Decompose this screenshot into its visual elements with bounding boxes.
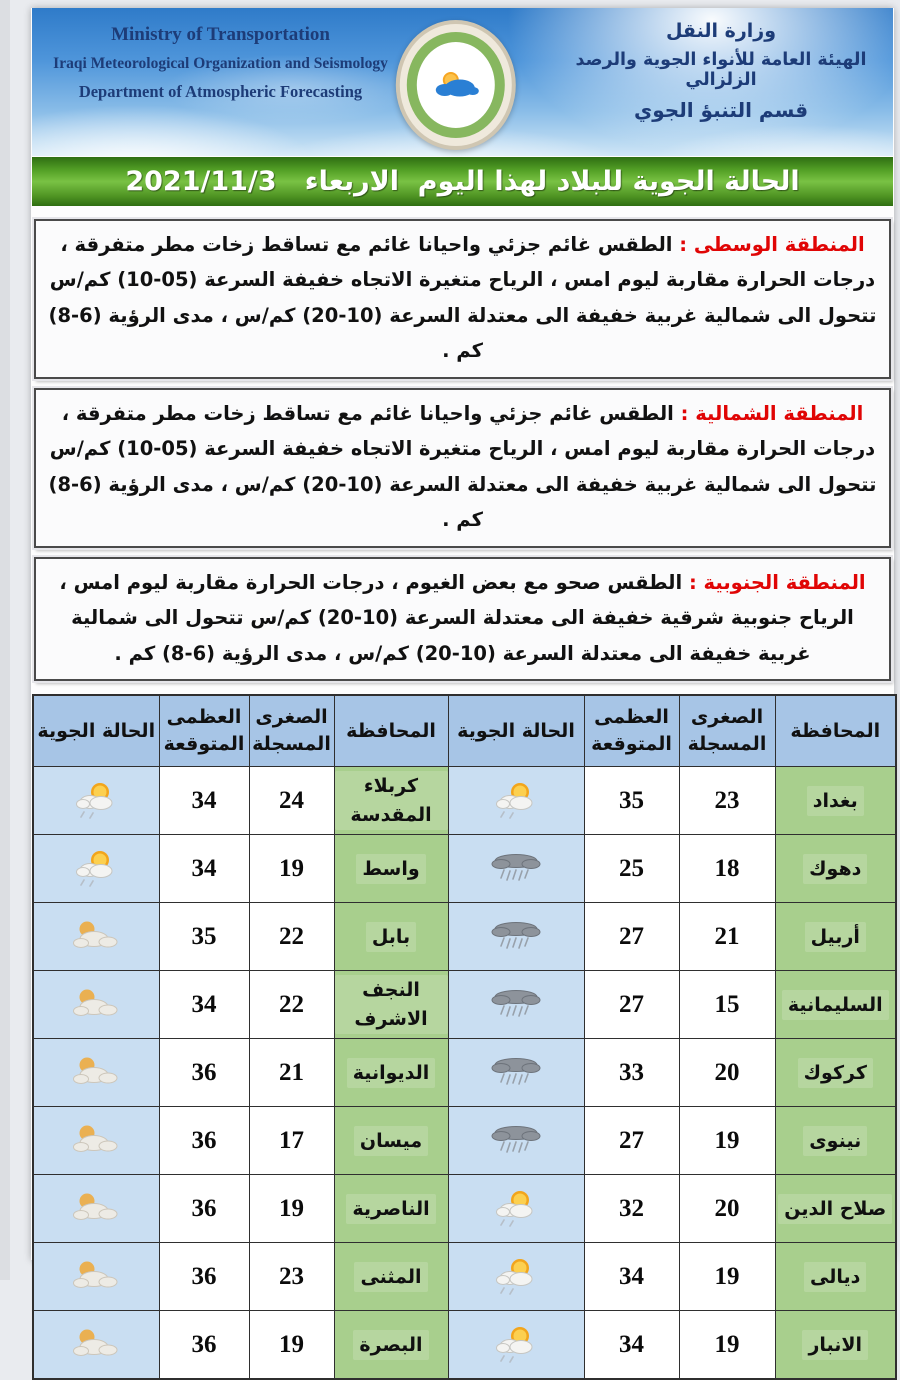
max-temp-cell: 34 xyxy=(159,767,249,835)
governorate-cell xyxy=(334,1243,448,1311)
mostly-cloudy-icon xyxy=(33,1039,159,1107)
min-temp-cell: 21 xyxy=(249,1039,334,1107)
region-forecasts xyxy=(31,206,894,681)
northern-region-text: الطقس غائم جزئي واحيانا غائم مع تساقط زخات مطر متفرقة ، درجات الحرارة مقاربة ليوم امس ، الرياح متغيرة الاتجاه خفيفة السرعة (05-10) كم/س تتحول الى شمالية غربية خفيفة الى معتدلة السرعة (10-20) كم/س ، مدى الرؤية (6-8) كم . xyxy=(48,401,877,532)
governorate-header: المحافظة xyxy=(775,695,896,767)
governorate-cell xyxy=(334,1311,448,1380)
organization-name-en: Iraqi Meteorological Organization and Seismology xyxy=(53,55,388,72)
logo-inner-circle xyxy=(406,32,504,138)
max-temp-cell: 27 xyxy=(584,971,679,1039)
governorate-cell xyxy=(334,1175,448,1243)
max-temp-cell: 36 xyxy=(159,1243,249,1311)
governorate-name: المثنى xyxy=(354,1262,427,1293)
governorate-name: الديوانية xyxy=(347,1058,436,1089)
min-temp-cell: 21 xyxy=(679,903,775,971)
governorate-name: النجف الاشرف xyxy=(335,975,448,1034)
rain-icon xyxy=(448,1039,584,1107)
min-temp-cell: 19 xyxy=(249,835,334,903)
max-temp-header: العظمى المتوقعة xyxy=(584,695,679,767)
table-row xyxy=(33,971,896,1039)
mostly-cloudy-icon xyxy=(33,971,159,1039)
governorate-cell xyxy=(775,1107,896,1175)
organization-name-english xyxy=(48,24,393,102)
central-region-forecast xyxy=(34,219,891,379)
min-temp-cell: 18 xyxy=(679,835,775,903)
governorate-name: بابل xyxy=(366,922,416,953)
rain-icon xyxy=(448,971,584,1039)
iraqi-meteorological-organization-logo xyxy=(395,20,515,150)
northern-region-label: المنطقة الشمالية : xyxy=(673,401,864,425)
max-temp-cell: 35 xyxy=(584,767,679,835)
forecast-table-section xyxy=(31,690,894,1380)
governorate-cell xyxy=(775,1039,896,1107)
table-row xyxy=(33,1107,896,1175)
min-temp-cell: 17 xyxy=(249,1107,334,1175)
governorate-cell xyxy=(334,1107,448,1175)
table-row xyxy=(33,1175,896,1243)
max-temp-cell: 34 xyxy=(159,971,249,1039)
mostly-cloudy-icon xyxy=(33,1107,159,1175)
min-temp-header: الصغرى المسجلة xyxy=(679,695,775,767)
max-temp-cell: 34 xyxy=(584,1243,679,1311)
max-temp-cell: 34 xyxy=(159,835,249,903)
sky-header-banner xyxy=(32,8,893,156)
governorate-cell xyxy=(334,903,448,971)
max-temp-header: العظمى المتوقعة xyxy=(159,695,249,767)
ministry-name-ar: وزارة النقل xyxy=(665,20,777,42)
table-row xyxy=(33,1039,896,1107)
governorate-name: ديالى xyxy=(804,1262,866,1293)
min-temp-cell: 19 xyxy=(679,1243,775,1311)
max-temp-cell: 36 xyxy=(159,1107,249,1175)
mostly-cloudy-icon xyxy=(33,1243,159,1311)
governorate-cell xyxy=(334,1039,448,1107)
rain-icon xyxy=(448,835,584,903)
rain-icon xyxy=(448,1107,584,1175)
table-header-row xyxy=(33,695,896,767)
central-region-text: الطقس غائم جزئي واحيانا غائم مع تساقط زخات مطر متفرقة ، درجات الحرارة مقاربة ليوم امس ، الرياح متغيرة الاتجاه خفيفة السرعة (05-10) كم/س تتحول الى شمالية غربية خفيفة الى معتدلة السرعة (10-20) كم/س ، مدى الرؤية (6-8) كم . xyxy=(48,233,877,363)
min-temp-header: الصغرى المسجلة xyxy=(249,695,334,767)
min-temp-cell: 19 xyxy=(679,1311,775,1380)
rain-icon xyxy=(448,903,584,971)
governorate-name: أربيل xyxy=(805,922,866,953)
forecast-table xyxy=(32,694,897,1380)
mostly-cloudy-icon xyxy=(33,903,159,971)
logo-cloud-sun-icon xyxy=(429,69,481,101)
min-temp-cell: 20 xyxy=(679,1175,775,1243)
governorate-name: ميسان xyxy=(354,1126,428,1157)
central-region-label: المنطقة الوسطى : xyxy=(672,233,865,256)
governorate-header: المحافظة xyxy=(334,695,448,767)
max-temp-cell: 36 xyxy=(159,1311,249,1380)
min-temp-cell: 20 xyxy=(679,1039,775,1107)
organization-name-arabic xyxy=(561,20,881,122)
condition-header: الحالة الجوية xyxy=(33,695,159,767)
governorate-name: بغداد xyxy=(807,786,864,817)
min-temp-cell: 23 xyxy=(679,767,775,835)
max-temp-cell: 36 xyxy=(159,1039,249,1107)
condition-header: الحالة الجوية xyxy=(448,695,584,767)
partly-cloudy-icon xyxy=(33,767,159,835)
governorate-name: دهوك xyxy=(803,854,867,885)
department-name-ar: قسم التنبؤ الجوي xyxy=(633,98,809,122)
min-temp-cell: 22 xyxy=(249,971,334,1039)
governorate-name: صلاح الدين xyxy=(778,1194,892,1225)
governorate-cell xyxy=(775,903,896,971)
min-temp-cell: 19 xyxy=(249,1175,334,1243)
partly-cloudy-icon xyxy=(448,1243,584,1311)
governorate-cell xyxy=(334,767,448,835)
partly-cloudy-icon xyxy=(448,1175,584,1243)
partly-cloudy-icon xyxy=(33,835,159,903)
weather-bulletin-document xyxy=(31,8,894,1358)
max-temp-cell: 36 xyxy=(159,1175,249,1243)
max-temp-cell: 34 xyxy=(584,1311,679,1380)
southern-region-forecast xyxy=(34,557,891,681)
governorate-cell xyxy=(775,835,896,903)
min-temp-cell: 19 xyxy=(249,1311,334,1380)
governorate-cell xyxy=(775,971,896,1039)
page-edge-shadow xyxy=(0,0,10,1280)
governorate-cell xyxy=(775,1311,896,1380)
max-temp-cell: 27 xyxy=(584,903,679,971)
max-temp-cell: 25 xyxy=(584,835,679,903)
mostly-cloudy-icon xyxy=(33,1175,159,1243)
governorate-cell xyxy=(334,971,448,1039)
partly-cloudy-icon xyxy=(448,767,584,835)
southern-region-label: المنطقة الجنوبية : xyxy=(682,570,866,594)
governorate-name: نينوى xyxy=(803,1126,867,1157)
max-temp-cell: 27 xyxy=(584,1107,679,1175)
min-temp-cell: 22 xyxy=(249,903,334,971)
ministry-name-en: Ministry of Transportation xyxy=(111,24,330,45)
partly-cloudy-icon xyxy=(448,1311,584,1380)
min-temp-cell: 15 xyxy=(679,971,775,1039)
governorate-cell xyxy=(775,767,896,835)
min-temp-cell: 19 xyxy=(679,1107,775,1175)
northern-region-forecast xyxy=(34,388,891,548)
southern-region-text: الطقس صحو مع بعض الغيوم ، درجات الحرارة مقاربة ليوم امس ، الرياح جنوبية شرقية خفيفة الى معتدلة السرعة (10-20) كم/س تتحول الى شمالية غربية خفيفة الى معتدلة السرعة (10-20) كم/س ، مدى الرؤية (6-8) كم . xyxy=(59,570,854,665)
min-temp-cell: 24 xyxy=(249,767,334,835)
governorate-name: واسط xyxy=(356,854,425,885)
max-temp-cell: 35 xyxy=(159,903,249,971)
governorate-name: كركوك xyxy=(798,1058,873,1089)
min-temp-cell: 23 xyxy=(249,1243,334,1311)
max-temp-cell: 32 xyxy=(584,1175,679,1243)
table-row xyxy=(33,835,896,903)
governorate-cell xyxy=(775,1175,896,1243)
department-name-en: Department of Atmospheric Forecasting xyxy=(78,82,363,101)
governorate-name: البصرة xyxy=(353,1330,428,1361)
governorate-name: الناصرية xyxy=(346,1194,435,1225)
max-temp-cell: 33 xyxy=(584,1039,679,1107)
governorate-name: كربلاء المقدسة xyxy=(335,771,448,830)
table-row xyxy=(33,1243,896,1311)
forecast-table-body xyxy=(33,767,896,1380)
report-title: الحالة الجوية للبلاد لهذا اليوم الاربعاء 2021/11/3 xyxy=(125,166,800,197)
governorate-cell xyxy=(334,835,448,903)
table-row xyxy=(33,767,896,835)
mostly-cloudy-icon xyxy=(33,1311,159,1380)
organization-name-ar: الهيئة العامة للأنواء الجوية والرصد الزلزالي xyxy=(575,50,867,90)
governorate-name: السليمانية xyxy=(782,990,889,1021)
governorate-name: الانبار xyxy=(802,1330,868,1361)
table-row xyxy=(33,1311,896,1380)
governorate-cell xyxy=(775,1243,896,1311)
table-row xyxy=(33,903,896,971)
report-title-bar xyxy=(32,157,893,206)
